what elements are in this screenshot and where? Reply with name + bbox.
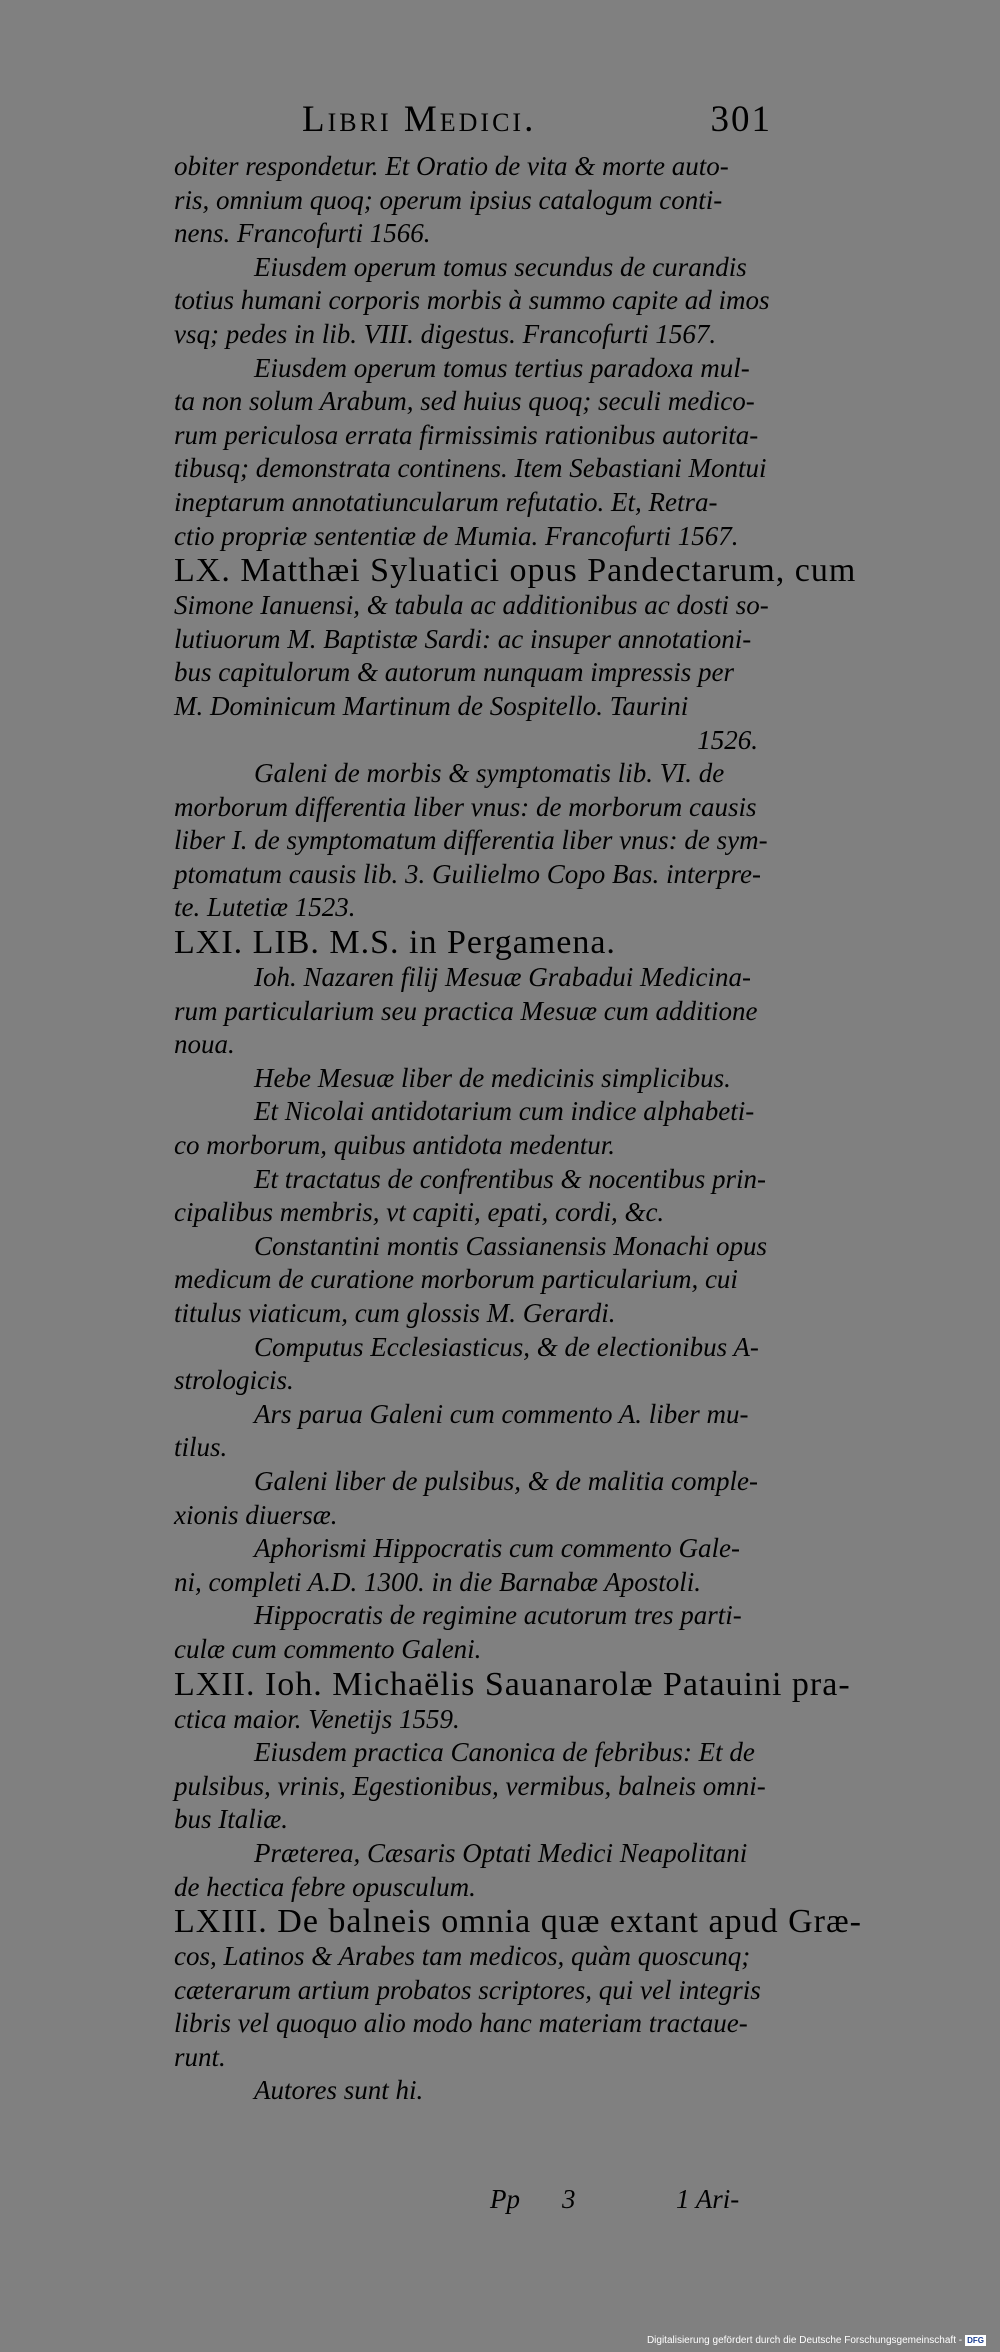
catchword: 1 Ari- xyxy=(676,2184,740,2214)
text-line: Eiusdem operum tomus tertius paradoxa mul- xyxy=(254,352,750,383)
text-line: libris vel quoquo alio modo hanc materiam tractaue- xyxy=(174,2008,748,2039)
text-line: ta non solum Arabum, sed huius quoq; seculi medico- xyxy=(174,386,755,417)
entry-heading-line: LXIII. De balneis omnia quæ extant apud Græ- xyxy=(174,1903,862,1941)
dfg-logo: DFG xyxy=(967,2336,984,2345)
text-line: ineptarum annotatiuncularum refutatio. Et, Retra- xyxy=(174,486,718,517)
text-line: Hebe Mesuæ liber de medicinis simplicibus. xyxy=(254,1062,731,1093)
text-line: Præterea, Cæsaris Optati Medici Neapolitani xyxy=(254,1837,748,1868)
text-line: culæ cum commento Galeni. xyxy=(174,1633,482,1664)
text-line: bus Italiæ. xyxy=(174,1804,289,1835)
text-line: M. Dominicum Martinum de Sospitello. Taurini xyxy=(174,690,689,721)
entry-heading-line: LXI. LIB. M.S. in Pergamena. xyxy=(174,924,616,962)
running-title: Libri Medici. xyxy=(302,99,537,140)
text-line: rum particularium seu practica Mesuæ cum additione xyxy=(174,995,758,1026)
text-line: Aphorismi Hippocratis cum commento Gale- xyxy=(254,1533,740,1564)
text-line: liber I. de symptomatum differentia liber vnus: de sym- xyxy=(174,825,768,856)
text-line: ni, completi A.D. 1300. in die Barnabæ Apostoli. xyxy=(174,1566,701,1597)
text-line: xionis diuersæ. xyxy=(174,1499,338,1530)
text-line: rum periculosa errata firmissimis rationibus autorita- xyxy=(174,419,759,450)
signature-number: 3 xyxy=(562,2184,576,2214)
signature-mark: Pp xyxy=(490,2184,520,2214)
digitization-credit xyxy=(647,2335,986,2346)
text-line: obiter respondetur. Et Oratio de vita & morte auto- xyxy=(174,151,729,181)
text-line: nens. Francofurti 1566. xyxy=(174,218,431,249)
text-line: pulsibus, vrinis, Egestionibus, vermibus, balneis omni- xyxy=(174,1770,766,1801)
text-line: de hectica febre opusculum. xyxy=(174,1871,476,1902)
text-line: cæterarum artium probatos scriptores, qui vel integris xyxy=(174,1974,761,2005)
text-line: Galeni de morbis & symptomatis lib. VI. de xyxy=(254,758,725,789)
text-line: Et tractatus de confrentibus & nocentibus prin- xyxy=(254,1163,766,1194)
text-line: ctica maior. Venetijs 1559. xyxy=(174,1703,460,1734)
text-line: Autores sunt hi. xyxy=(254,2075,424,2106)
text-line: runt. xyxy=(174,2041,226,2072)
text-line: Galeni liber de pulsibus, & de malitia comple- xyxy=(254,1465,758,1496)
text-line: co morborum, quibus antidota medentur. xyxy=(174,1130,615,1161)
text-line: titulus viaticum, cum glossis M. Gerardi. xyxy=(174,1298,616,1328)
text-line: Eiusdem operum tomus secundus de curandis xyxy=(254,251,747,282)
credit-text: Digitalisierung gefördert durch die Deutsche Forschungsgemeinschaft - xyxy=(646,2335,963,2346)
text-line: totius humani corporis morbis à summo capite ad imos xyxy=(174,285,770,316)
text-line: cipalibus membris, vt capiti, epati, cordi, &c. xyxy=(174,1197,665,1228)
text-line: bus capitulorum & autorum nunquam impressis per xyxy=(174,657,735,688)
text-line: lutiuorum M. Baptistæ Sardi: ac insuper annotationi- xyxy=(174,623,752,654)
entry-heading-line: LXII. Ioh. Michaëlis Sauanarolæ Patauini pra- xyxy=(174,1665,851,1703)
text-line: medicum de curatione morborum particularium, cui xyxy=(174,1264,738,1295)
text-line: strologicis. xyxy=(174,1365,294,1396)
text-line: tibusq; demonstrata continens. Item Sebastiani Montui xyxy=(174,453,767,484)
text-line: Simone Ianuensi, & tabula ac additionibus ac dosti so- xyxy=(174,590,769,621)
text-line: Et Nicolai antidotarium cum indice alphabeti- xyxy=(254,1096,755,1127)
text-line: vsq; pedes in lib. VIII. digestus. Francofurti 1567. xyxy=(174,318,717,349)
catalog-text xyxy=(174,150,862,2108)
text-line: ctio propriæ sententiæ de Mumia. Francofurti 1567. xyxy=(174,520,739,551)
text-line: Ars parua Galeni cum commento A. liber mu- xyxy=(254,1398,749,1429)
page-number: 301 xyxy=(710,99,772,140)
text-line: Constantini montis Cassianensis Monachi opus xyxy=(254,1230,768,1261)
text-line: ris, omnium quoq; operum ipsius catalogum conti- xyxy=(174,184,723,215)
text-line: ptomatum causis lib. 3. Guilielmo Copo Bas. interpre- xyxy=(174,858,761,889)
text-line: tilus. xyxy=(174,1432,228,1463)
text-line: 1526. xyxy=(697,724,758,755)
text-line: Computus Ecclesiasticus, & de electionibus A- xyxy=(254,1331,759,1362)
text-line: Ioh. Nazaren filij Mesuæ Grabadui Medicina- xyxy=(254,962,751,993)
text-line: noua. xyxy=(174,1029,235,1060)
text-line: Hippocratis de regimine acutorum tres parti- xyxy=(254,1600,742,1631)
entry-heading-line: LX. Matthæi Syluatici opus Pandectarum, cum xyxy=(174,552,857,590)
text-line: Eiusdem practica Canonica de febribus: Et de xyxy=(254,1737,755,1768)
text-line: te. Lutetiæ 1523. xyxy=(174,892,356,923)
page-footer xyxy=(490,2184,760,2218)
text-line: morborum differentia liber vnus: de morborum causis xyxy=(174,791,757,822)
text-line: cos, Latinos & Arabes tam medicos, quàm quoscunq; xyxy=(174,1941,751,1972)
page-header xyxy=(302,98,772,141)
